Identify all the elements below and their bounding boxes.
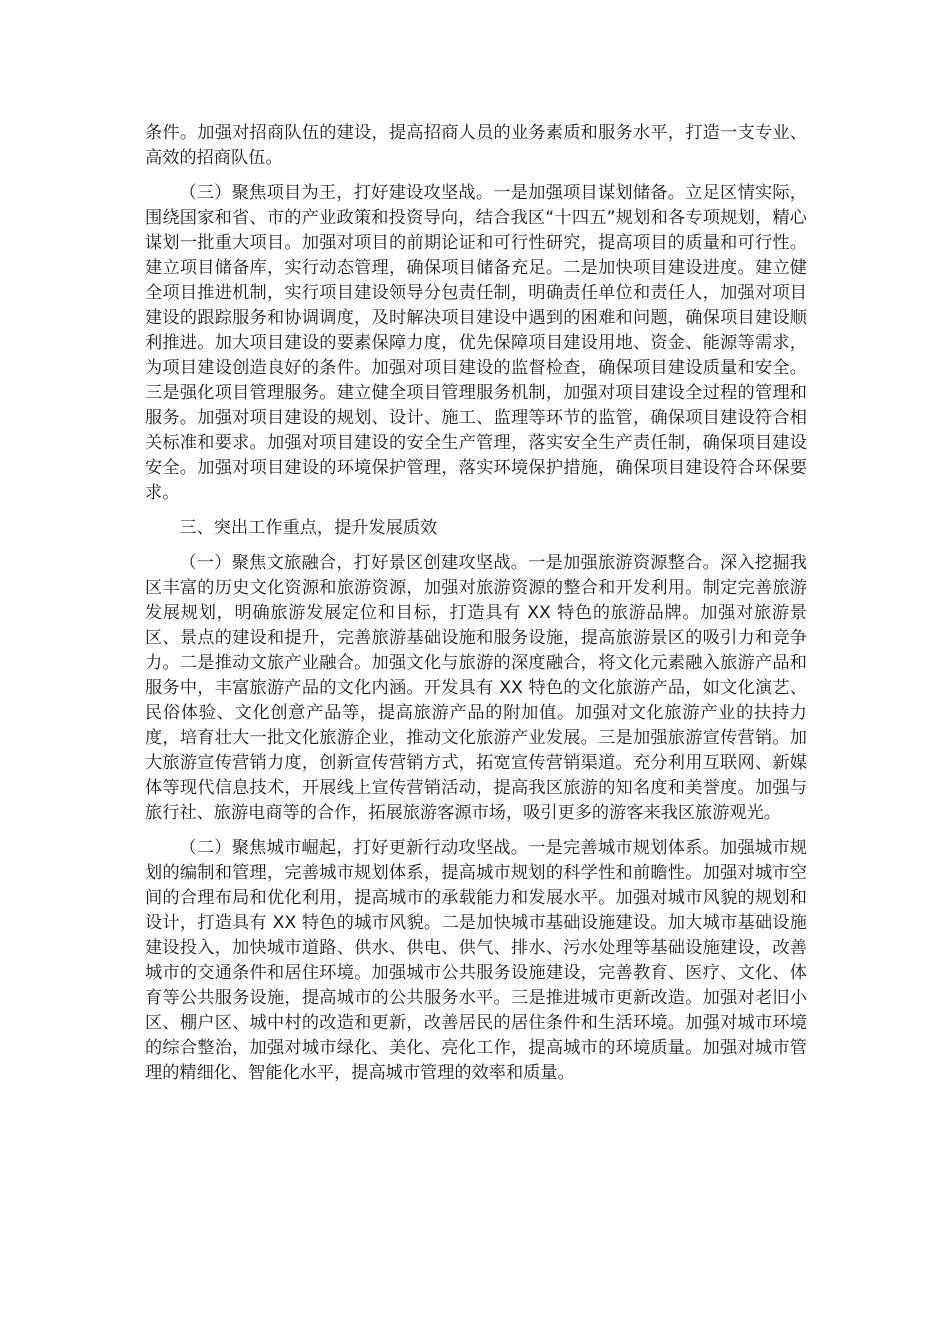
- document-body: [145, 121, 807, 1096]
- paragraph-project-focus: （三）聚焦项目为王，打好建设攻坚战。一是加强项目谋划储备。立足区情实际，围绕国家和省、市的产业政策和投资导向，结合我区“十四五”规划和各专项规划，精心谋划一批重大项目。加强对项目的前期论证和可行性研究，提高项目的质量和可行性。建立项目储备库，实行动态管理，确保项目储备充足。二是加快项目建设进度。建立健全项目推进机制，实行项目建设领导分包责任制，明确责任单位和责任人，加强对项目建设的跟踪服务和协调调度，及时解决项目建设中遇到的困难和问题，确保项目建设顺利推进。加大项目建设的要素保障力度，优先保障项目建设用地、资金、能源等需求，为项目建设创造良好的条件。加强对项目建设的监督检查，确保项目建设质量和安全。三是强化项目管理服务。建立健全项目管理服务机制，加强对项目建设全过程的管理和服务。加强对项目建设的规划、设计、施工、监理等环节的监管，确保项目建设符合相关标准和要求。加强对项目建设的安全生产管理，落实安全生产责任制，确保项目建设安全。加强对项目建设的环境保护管理，落实环境保护措施，确保项目建设符合环保要求。: [145, 183, 807, 503]
- paragraph-city-renewal: （二）聚焦城市崛起，打好更新行动攻坚战。一是完善城市规划体系。加强城市规划的编制和管理，完善城市规划体系，提高城市规划的科学性和前瞻性。加强对城市空间的合理布局和优化利用，提高城市的承载能力和发展水平。加强对城市风貌的规划和设计，打造具有 XX 特色的城市风貌。二是加快城市基础设施建设。加大城市基础设施建设投入，加快城市道路、供水、供电、供气、排水、污水处理等基础设施建设，改善城市的交通条件和居住环境。加强城市公共服务设施建设，完善教育、医疗、文化、体育等公共服务设施，提高城市的公共服务水平。三是推进城市更新改造。加强对老旧小区、棚户区、城中村的改造和更新，改善居民的居住条件和生活环境。加强对城市环境的综合整治，加强对城市绿化、美化、亮化工作，提高城市的环境质量。加强对城市管理的精细化、智能化水平，提高城市管理的效率和质量。: [145, 838, 807, 1083]
- paragraph-continuation: 条件。加强对招商队伍的建设，提高招商人员的业务素质和服务水平，打造一支专业、高效的招商队伍。: [145, 123, 807, 168]
- paragraph-culture-tourism: （一）聚焦文旅融合，打好景区创建攻坚战。一是加强旅游资源整合。深入挖掘我区丰富的历史文化资源和旅游资源，加强对旅游资源的整合和开发利用。制定完善旅游发展规划，明确旅游发展定位和目标，打造具有 XX 特色的旅游品牌。加强对旅游景区、景点的建设和提升，完善旅游基础设施和服务设施，提高旅游景区的吸引力和竞争力。二是推动文旅产业融合。加强文化与旅游的深度融合，将文化元素融入旅游产品和服务中，丰富旅游产品的文化内涵。开发具有 XX 特色的文化旅游产品，如文化演艺、民俗体验、文化创意产品等，提高旅游产品的附加值。加强对文化旅游产业的扶持力度，培育壮大一批文化旅游企业，推动文化旅游产业发展。三是加强旅游宣传营销。加大旅游宣传营销力度，创新宣传营销方式，拓宽宣传营销渠道。充分利用互联网、新媒体等现代信息技术，开展线上宣传营销活动，提高我区旅游的知名度和美誉度。加强与旅行社、旅游电商等的合作，拓展旅游客源市场，吸引更多的游客来我区旅游观光。: [145, 553, 807, 823]
- section-heading: 三、突出工作重点，提升发展质效: [179, 518, 438, 538]
